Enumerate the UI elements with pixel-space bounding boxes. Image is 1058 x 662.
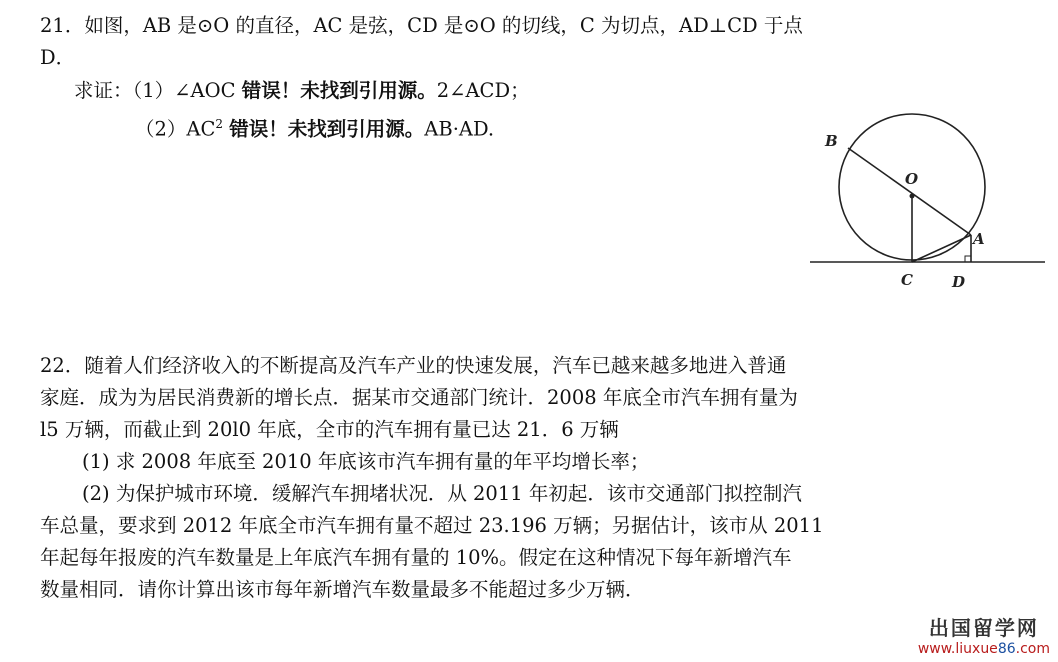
q21-line-2: D． — [40, 46, 76, 69]
q22-part-2-line-4: 数量相同．请你计算出该市每年新增汽车数量最多不能超过多少万辆． — [40, 578, 645, 601]
q22-part-1: (1) 求 2008 年底至 2010 年底该市汽车拥有量的年平均增长率； — [82, 450, 650, 473]
q22-part-2-line-1: (2) 为保护城市环境．缓解汽车拥堵状况．从 2011 年初起．该市交通部门拟控制汽 — [82, 482, 802, 505]
proof-1-suffix: 2∠ACD； — [436, 79, 530, 102]
watermark-title: 出国留学网 — [928, 616, 1039, 640]
label-o: O — [905, 170, 919, 188]
error-text-1: 错误！未找到引用源。 — [241, 79, 437, 102]
proof-1-prefix: 求证：（1）∠AOC — [74, 79, 236, 102]
inner-segment — [912, 240, 960, 262]
url-prefix: www.liuxue — [917, 641, 998, 657]
circle-tangent-figure — [800, 100, 1050, 300]
label-d: D — [952, 273, 966, 291]
watermark-url — [918, 640, 1050, 658]
q21-proof-1 — [74, 77, 530, 105]
q22-part-2-line-2: 车总量，要求到 2012 年底全市汽车拥有量不超过 23.196 万辆；另据估计，该市从 2011 — [40, 514, 824, 537]
label-a: A — [973, 230, 985, 248]
diameter-ab — [848, 148, 971, 235]
q21-proof-2 — [135, 110, 494, 144]
q21-line-1: 21．如图，AB 是⊙O 的直径，AC 是弦，CD 是⊙O 的切线，C 为切点，AD⊥CD 于点 — [40, 14, 803, 37]
superscript-2: 2 — [215, 117, 224, 131]
url-suffix: .com — [1015, 641, 1050, 657]
proof-2-prefix: （2）AC — [135, 117, 216, 141]
center-dot — [910, 194, 915, 199]
q22-line-3: l5 万辆，而截止到 20l0 年底，全市的汽车拥有量已达 21．6 万辆 — [40, 418, 619, 441]
right-angle-mark — [965, 256, 971, 262]
q22-line-1: 22．随着人们经济收入的不断提高及汽车产业的快速发展，汽车已越来越多地进入普通 — [40, 354, 787, 377]
label-c: C — [901, 271, 913, 289]
url-number: 86 — [997, 641, 1016, 657]
proof-2-suffix: AB·AD. — [424, 117, 495, 141]
site-watermark — [918, 616, 1050, 658]
error-text-2: 错误！未找到引用源。 — [229, 117, 425, 141]
q22-part-2-line-3: 年起每年报废的汽车数量是上年底汽车拥有量的 10%。假定在这种情况下每年新增汽车 — [40, 546, 792, 569]
q22-line-2: 家庭．成为为居民消费新的增长点．据某市交通部门统计．2008 年底全市汽车拥有量为 — [40, 386, 798, 409]
label-b: B — [825, 132, 838, 150]
